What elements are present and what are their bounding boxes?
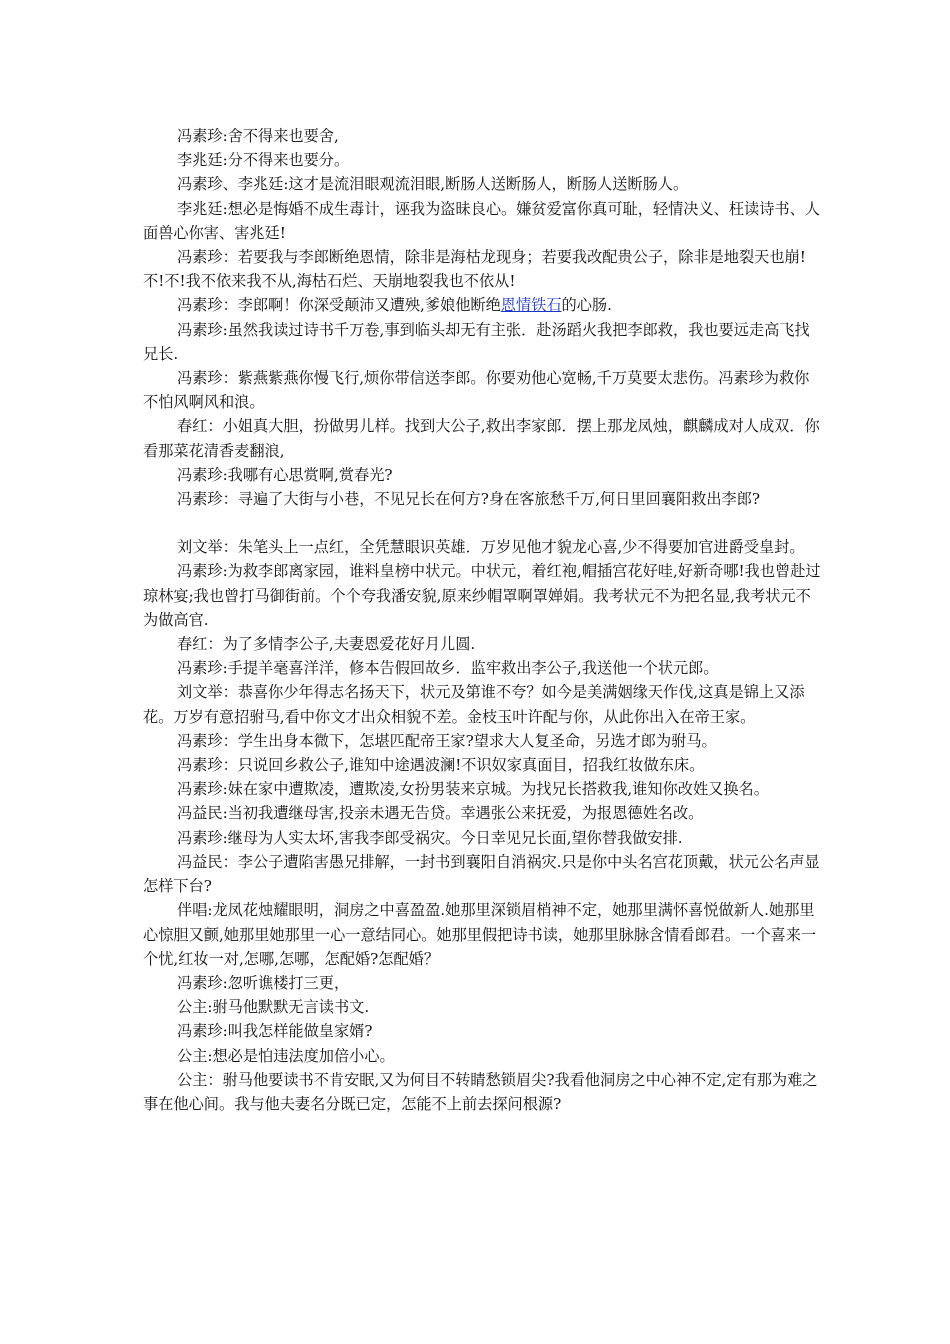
script-text-body [143, 124, 821, 1116]
hyperlink-enqing-tieshi[interactable]: 恩情铁石 [500, 296, 562, 315]
dialogue-line: 冯素珍:妹在家中遭欺凌，遭欺凌,女扮男装来京城。为找兄长搭救我,谁知你改姓又换名。 [177, 780, 769, 799]
dialogue-line-with-link [143, 293, 821, 317]
dialogue-line: 冯素珍：若要我与李郎断绝恩情，除非是海枯龙现身；若要我改配贵公子，除非是地裂天也崩!不!不!我不依来我不从,海枯石烂、天崩地裂我也不依从! [143, 248, 806, 291]
dialogue-line: 冯素珍:舍不得来也要舍, [177, 127, 339, 145]
dialogue-line: 冯素珍：紫燕紫燕你慢飞行,烦你带信送李郎。你要劝他心宽畅,千万莫要太悲伤。冯素珍为救你不怕风啊风和浪。 [143, 369, 810, 412]
dialogue-line: 公主：驸马他要读书不肯安眠,又为何目不转睛愁锁眉尖?我看他洞房之中心神不定,定有那为难之事在他心间。我与他夫妻名分既已定，怎能不上前去探问根源? [143, 1070, 818, 1113]
dialogue-line: 刘文举：恭喜你少年得志名扬天下，状元及第谁不夸？如今是美满姻缘天作伐,这真是锦上又添花。万岁有意招驸马,看中你文才出众相貌不差。金枝玉叶许配与你，从此你出入在帝王家。 [143, 683, 805, 726]
dialogue-line: 刘文举：朱笔头上一点红，全凭慧眼识英雄．万岁见他才貌龙心喜,少不得要加官进爵受皇封。 [177, 538, 805, 557]
dialogue-line: 春红：小姐真大胆，扮做男儿样。找到大公子,救出李家郎．摆上那龙凤烛，麒麟成对人成双．你看那菜花清香麦翻浪, [143, 417, 820, 460]
dialogue-line: 冯素珍:手提羊毫喜洋洋，修本告假回故乡．监牢救出李公子,我送他一个状元郎。 [177, 659, 719, 678]
dialogue-line: 冯素珍：只说回乡救公子,谁知中途遇波澜!不识奴家真面目，招我红妆做东床。 [177, 756, 705, 775]
dialogue-line: 冯素珍:叫我怎样能做皇家婿? [177, 1022, 373, 1041]
dialogue-line: 李兆廷:想必是悔婚不成生毒计，诬我为盗昧良心。嫌贫爱富你真可耻，轻情决义、枉读诗书、人面兽心你害、害兆廷! [143, 199, 820, 242]
dialogue-line: 冯素珍:继母为人实太坏,害我李郎受祸灾。今日幸见兄长面,望你替我做安排. [177, 828, 683, 847]
dialogue-line: 冯素珍:为救李郎离家园，谁料皇榜中状元。中状元，着红袍,帽插宫花好哇,好新奇哪!我也曾赴过琼林宴;我也曾打马御街前。个个夸我潘安貌,原来纱帽罩啊罩婵娟。我考状元不为把名显,我考状元不为做高官. [143, 562, 821, 629]
dialogue-text: 冯素珍：李郎啊！你深受颠沛又遭殃,爹娘他断绝 [177, 296, 501, 315]
dialogue-line: 冯素珍:忽听谯楼打三更， [177, 973, 350, 992]
dialogue-line: 冯素珍：寻遍了大街与小巷，不见兄长在何方?身在客旅愁千万,何日里回襄阳救出李郎? [177, 490, 761, 509]
dialogue-line: 冯素珍:虽然我读过诗书千万卷,事到临头却无有主张．赴汤蹈火我把李郎救，我也要远走高飞找兄长. [143, 320, 810, 363]
dialogue-line: 伴唱:龙凤花烛耀眼明，洞房之中喜盈盈.她那里深锁眉梢神不定，她那里满怀喜悦做新人.她那里心惊胆又颤,她那里她那里一心一意结同心。她那里假把诗书读，她那里脉脉含情看郎君。一个喜来一个忧,红妆一对,怎哪,怎哪，怎配婚?怎配婚？ [143, 901, 817, 968]
dialogue-line: 李兆廷:分不得来也要分。 [177, 151, 350, 170]
dialogue-line: 公主:驸马他默默无言读书文. [177, 998, 370, 1017]
dialogue-line: 冯素珍、李兆廷:这才是流泪眼观流泪眼,断肠人送断肠人，断肠人送断肠人。 [177, 175, 689, 194]
dialogue-line: 公主:想必是怕违法度加倍小心。 [177, 1046, 395, 1065]
dialogue-line: 春红：为了多情李公子,夫妻恩爱花好月儿圆. [177, 635, 476, 654]
dialogue-line: 冯益民：李公子遭陷害愚兄排解，一封书到襄阳自消祸灾.只是你中头名宫花顶戴，状元公名声显怎样下台? [143, 852, 820, 896]
dialogue-line: 冯益民:当初我遭继母害,投亲未遇无告贷。幸遇张公来抚爱，为报恩德姓名改。 [177, 804, 704, 823]
dialogue-line: 冯素珍：学生出身本微下，怎堪匹配帝王家?望求大人复圣命，另选才郎为驸马。 [177, 731, 717, 750]
blank-line [143, 511, 821, 535]
dialogue-line: 冯素珍:我哪有心思赏啊,赏春光? [177, 465, 393, 484]
dialogue-text: 的心肠. [561, 296, 612, 315]
